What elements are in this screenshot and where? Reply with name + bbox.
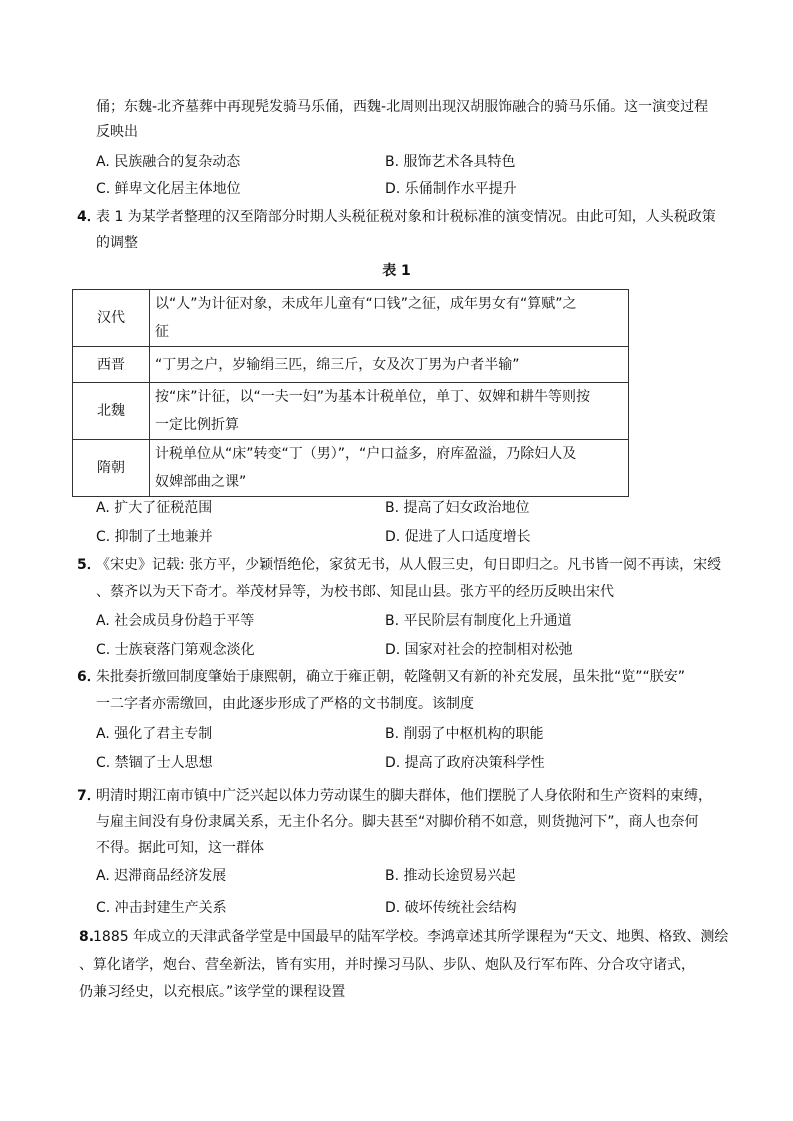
desc-line: 一定比例折算: [155, 417, 239, 433]
q3-option-d: D. 乐俑制作水平提升: [385, 181, 517, 197]
table-row: [73, 290, 629, 347]
q4-option-b: B. 提高了妇女政治地位: [385, 500, 530, 516]
q4-option-a: A. 扩大了征税范围: [96, 500, 213, 516]
q5-stem-line1: 《宋史》记载: 张方平，少颖悟绝伦，家贫无书，从人假三史，旬日即归之。凡书皆一阅不再读，宋绶: [96, 557, 722, 573]
q5-option-c: C. 士族衰落门第观念淡化: [96, 642, 255, 658]
desc-line: 奴婢部曲之课”: [155, 474, 247, 490]
q4-stem-line2: 的调整: [96, 235, 138, 251]
q8-stem-line3: 仍兼习经史，以充根底。”该学堂的课程设置: [79, 984, 346, 1000]
q3-option-c: C. 鲜卑文化居主体地位: [96, 181, 241, 197]
q5-option-b: B. 平民阶层有制度化上升通道: [385, 613, 572, 629]
q7-option-a: A. 迟滞商品经济发展: [96, 868, 227, 884]
table-cell-desc: [150, 347, 629, 383]
q8-stem-line2: 、算化诸学，炮台、营垒新法，皆有实用，并时操习马队、步队、炮队及行军布阵、分合攻守诸式，: [79, 957, 695, 973]
desc-line: “丁男之户，岁输绢三匹，绵三斤，女及次丁男为户者半输”: [155, 356, 520, 373]
q6-option-a: A. 强化了君主专制: [96, 726, 213, 742]
q3-stem-line2: 反映出: [96, 124, 138, 140]
question-number: 6．: [77, 669, 101, 685]
q6-stem-line2: 一二字者亦需缴回，由此逐步形成了严格的文书制度。该制度: [96, 696, 474, 712]
q4-stem-line1: 表 1 为某学者整理的汉至隋部分时期人头税征税对象和计税标准的演变情况。由此可知，人头税政策: [96, 209, 716, 225]
q5-option-d: D. 国家对社会的控制相对松弛: [385, 642, 573, 658]
table-cell-desc: [150, 383, 629, 440]
q6-option-d: D. 提高了政府决策科学性: [385, 755, 545, 771]
desc-line: 以“人”为计征对象，未成年儿童有“口钱”之征，成年男女有“算赋”之: [155, 296, 577, 312]
tax-table: [72, 289, 629, 497]
table-caption: 表 1: [382, 263, 411, 279]
desc-line: 按“床”计征，以“一夫一妇”为基本计税单位，单丁、奴婢和耕牛等则按: [155, 389, 591, 405]
q7-option-c: C. 冲击封建生产关系: [96, 900, 227, 916]
q8-number: [79, 930, 94, 944]
q3-stem-line1: 俑；东魏-北齐墓葬中再现髡发骑马乐俑，西魏-北周则出现汉胡服饰融合的骑马乐俑。这一演变过程: [96, 99, 709, 115]
question-number: 4．: [77, 209, 101, 225]
q7-stem-line1: 明清时期江南市镇中广泛兴起以体力劳动谋生的脚夫群体，他们摆脱了人身依附和生产资料的束缚，: [96, 788, 712, 804]
table-row: [73, 383, 629, 440]
table-row: [73, 347, 629, 383]
q6-option-b: B. 削弱了中枢机构的职能: [385, 726, 544, 742]
question-number: 8.: [79, 929, 95, 945]
q7-option-d: D. 破坏传统社会结构: [385, 900, 517, 916]
q4-option-c: C. 抑制了土地兼并: [96, 529, 213, 545]
q7-stem-line3: 不得。据此可知，这一群体: [96, 840, 264, 856]
question-number: 5．: [77, 557, 101, 573]
q7-stem-line2: 与雇主间没有身份隶属关系，无主仆名分。脚夫甚至“对脚价稍不如意，则货抛河下”，商人也奈何: [96, 814, 699, 830]
desc-line: 征: [155, 324, 169, 340]
q4-option-d: D. 促进了人口适度增长: [385, 529, 531, 545]
desc-line: 计税单位从“床”转变“丁（男）”，“户口益多，府库盈溢，乃除妇人及: [155, 446, 577, 462]
q6-option-c: C. 禁锢了士人思想: [96, 755, 213, 771]
table-cell-era: 汉代: [73, 290, 150, 347]
table-cell-era: 西晋: [73, 347, 150, 383]
q5-stem-line2: 、蔡齐以为天下奇才。举茂材异等，为校书郎、知昆山县。张方平的经历反映出宋代: [96, 584, 614, 600]
table-cell-desc: [150, 290, 629, 347]
table-row: [73, 440, 629, 497]
question-number: 7．: [77, 788, 101, 804]
q7-option-b: B. 推动长途贸易兴起: [385, 868, 516, 884]
table-cell-desc: [150, 440, 629, 497]
q5-option-a: A. 社会成员身份趋于平等: [96, 613, 255, 629]
table-cell-era: 北魏: [73, 383, 150, 440]
q6-stem-line1: 朱批奏折缴回制度肇始于康熙朝，确立于雍正朝，乾隆朝又有新的补充发展，虽朱批“览”“朕安”: [96, 669, 686, 685]
table-cell-era: 隋朝: [73, 440, 150, 497]
q3-option-b: B. 服饰艺术各具特色: [385, 154, 516, 170]
q3-option-a: A. 民族融合的复杂动态: [96, 154, 241, 170]
q8-stem-line1: 1885 年成立的天津武备学堂是中国最早的陆军学校。李鸿章述其所学课程为“天文、地舆、格致、测绘: [93, 929, 729, 945]
